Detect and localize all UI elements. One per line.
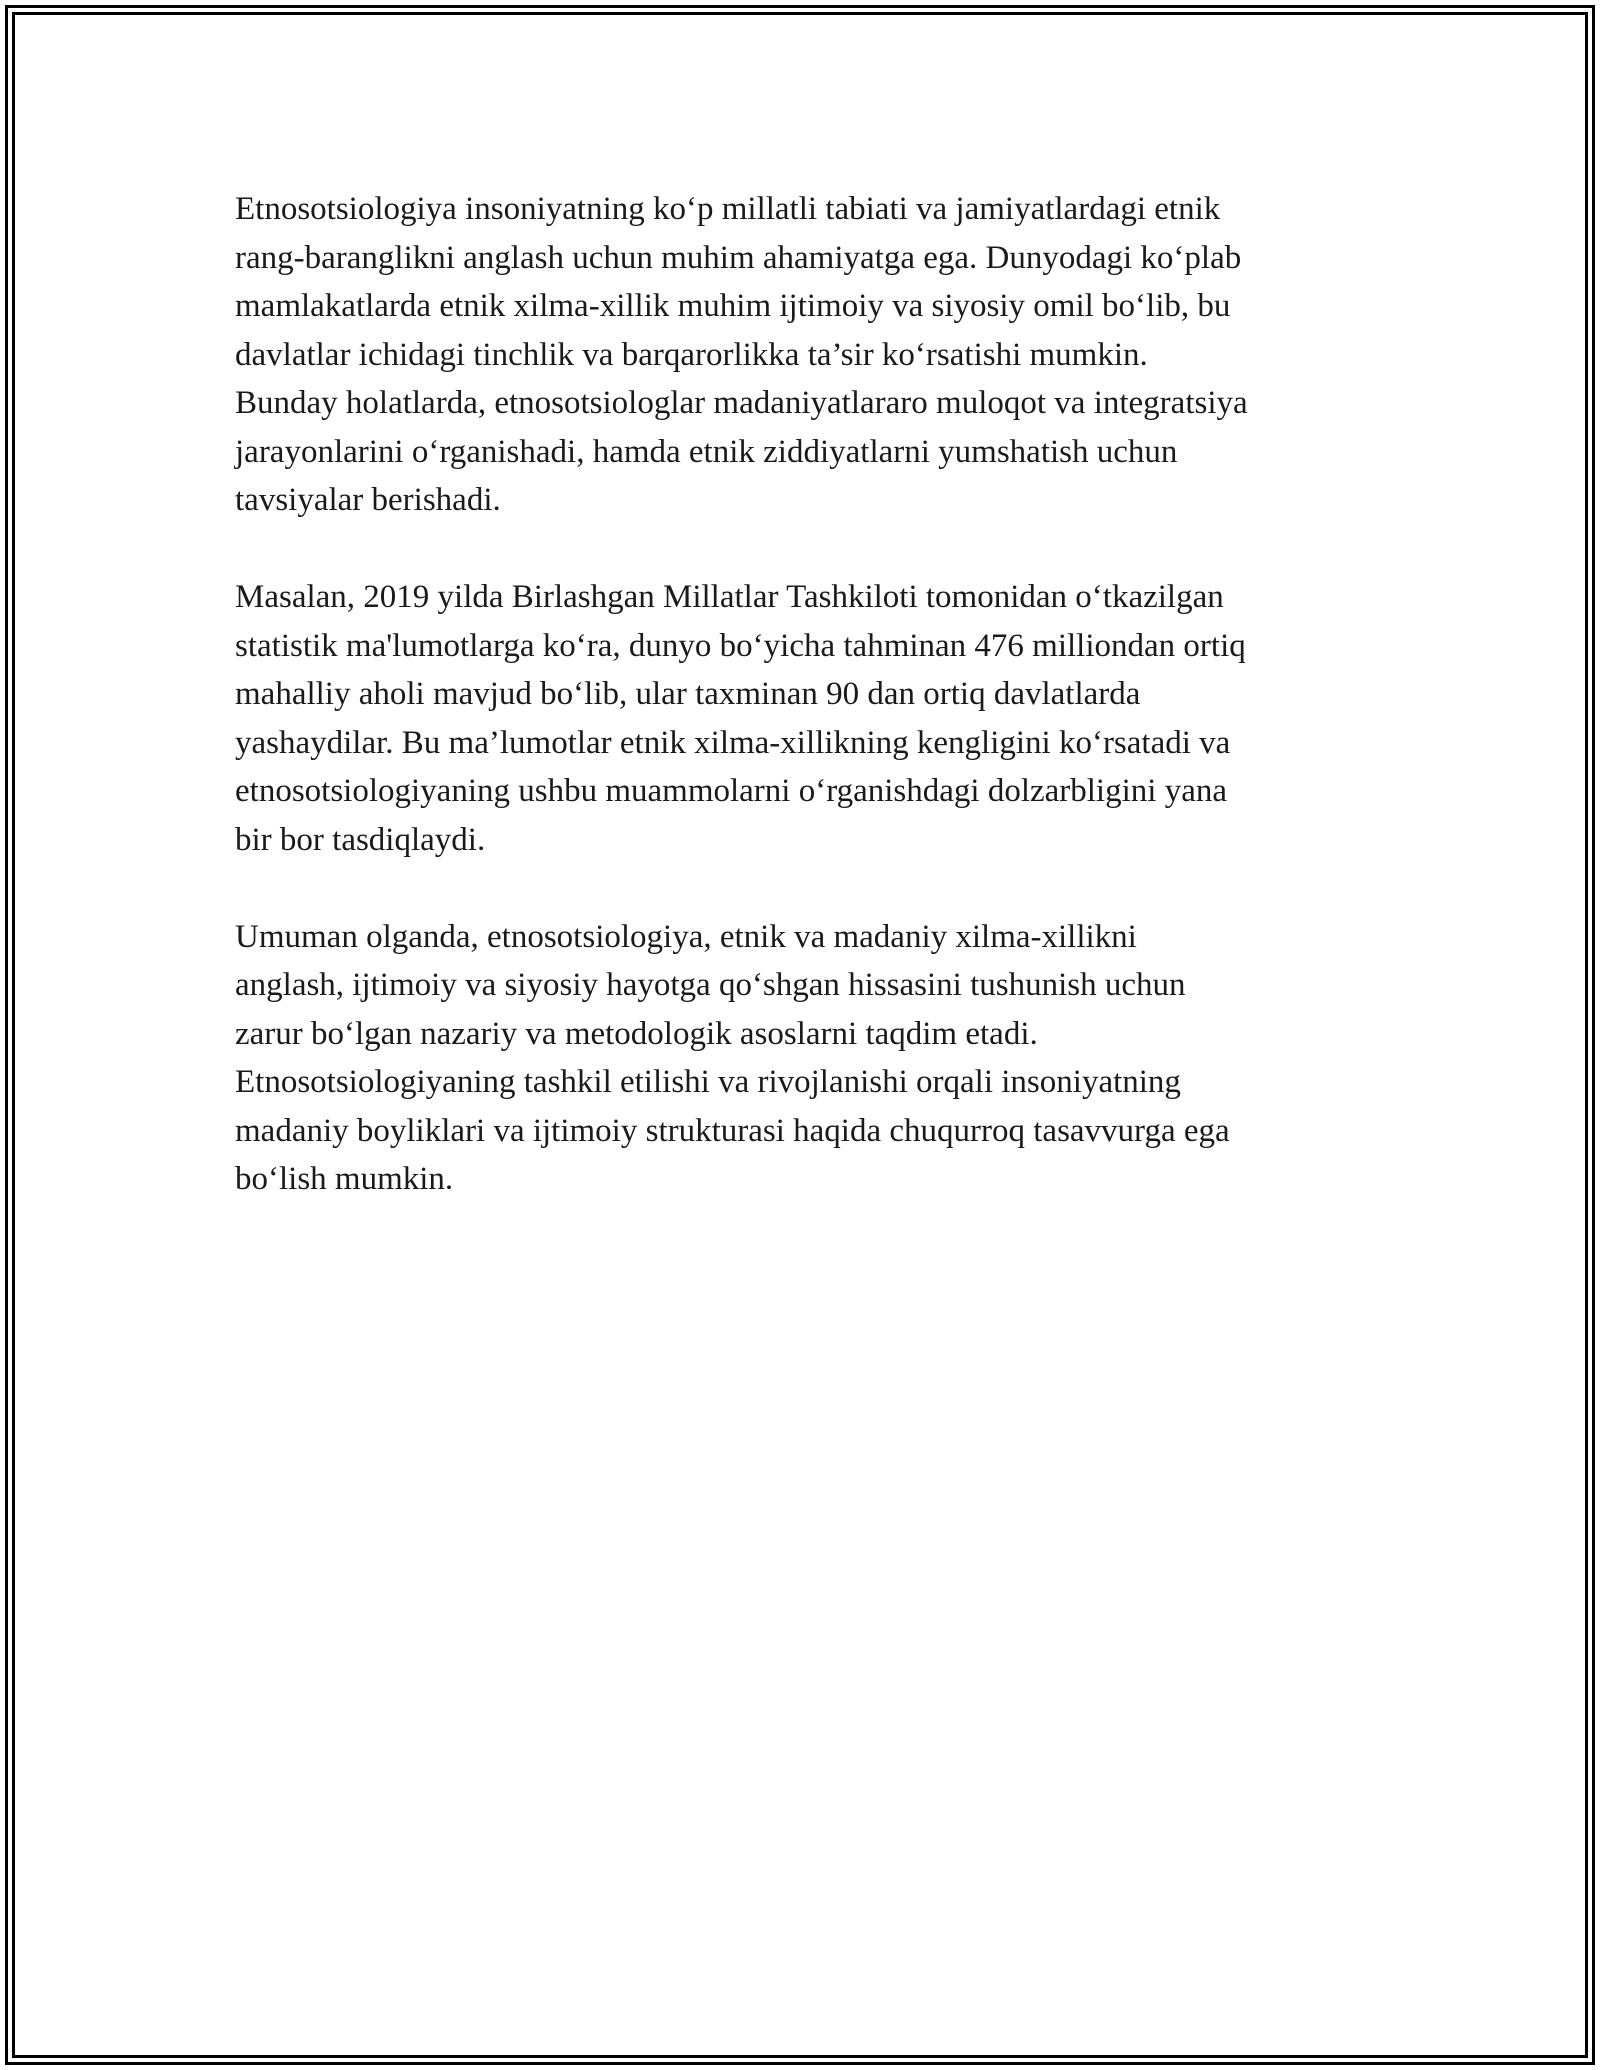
paragraph-conclusion: Umuman olganda, etnosotsiologiya, etnik va madaniy xilma-xillikni anglash, ijtimoiy va siyosiy hayotga qo‘shgan hissasini tushunish uchun zarur bo‘lgan nazariy va metodologik asoslarni taqdim etadi. Etnosotsiologiyaning tashkil etilishi va rivojlanishi orqali insoniyatning madaniy boyliklari va ijtimoiy strukturasi haqida chuqurroq tasavvurga ega bo‘lish mumkin. bbox=[235, 918, 1230, 1197]
paragraph-example: Masalan, 2019 yilda Birlashgan Millatlar Tashkiloti tomonidan o‘tkazilgan statistik ma'lumotlarga ko‘ra, dunyo bo‘yicha tahminan 476 milliondan ortiq mahalliy aholi mavjud bo‘lib, ular taxminan 90 dan ortiq davlatlarda yashaydilar. Bu ma’lumotlar etnik xilma-xillikning kengligini ko‘rsatadi va etnosotsiologiyaning ushbu muammolarni o‘rganishdagi dolzarbligini yana bir bor tasdiqlaydi. bbox=[235, 579, 1246, 858]
paragraph-intro: Etnosotsiologiya insoniyatning ko‘p millatli tabiati va jamiyatlardagi etnik rang-baranglikni anglash uchun muhim ahamiyatga ega. Dunyodagi ko‘plab mamlakatlarda etnik xilma-xillik muhim ijtimoiy va siyosiy omil bo‘lib, bu davlatlar ichidagi tinchlik va barqarorlikka ta’sir ko‘rsatishi mumkin. Bunday holatlarda, etnosotsiologlar madaniyatlararo muloqot va integratsiya jarayonlarini o‘rganishadi, hamda etnik ziddiyatlarni yumshatish uchun tavsiyalar berishadi. bbox=[235, 191, 1248, 518]
document-body bbox=[235, 185, 1385, 1252]
